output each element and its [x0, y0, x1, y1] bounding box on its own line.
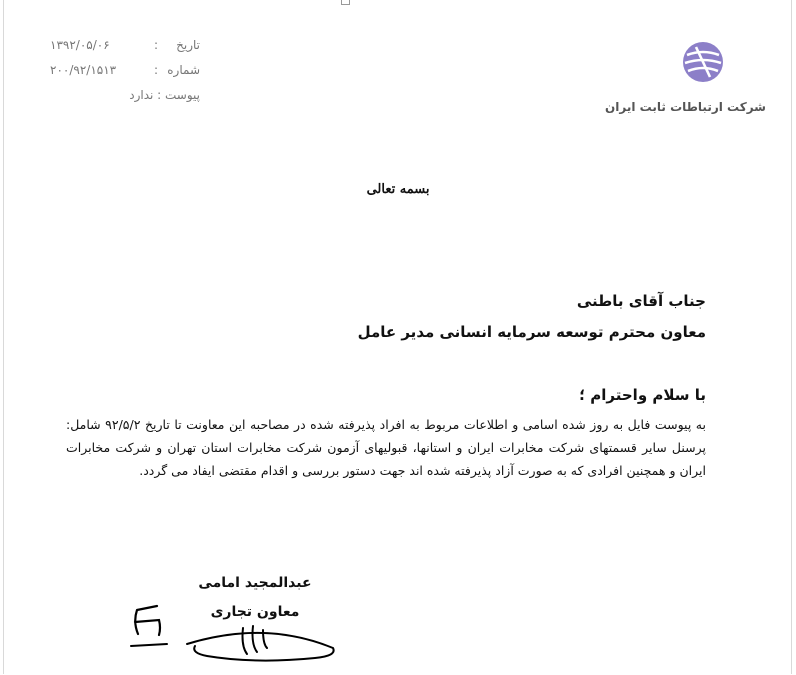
number-value: ۲۰۰/۹۲/۱۵۱۳ [50, 63, 117, 77]
signatory-name: عبدالمجید امامی [198, 575, 312, 591]
number-label: شماره [167, 63, 200, 77]
company-name: شرکت ارتباطات ثابت ایران [605, 100, 766, 114]
page-anchor-marker [341, 0, 350, 5]
number-row [50, 63, 200, 88]
date-row [50, 38, 200, 63]
greeting: با سلام واحترام ؛ [579, 386, 706, 404]
date-value: ۱۳۹۲/۰۵/۰۶ [50, 38, 110, 52]
recipient-name: جناب آقای باطنی [576, 292, 706, 310]
letter-meta [50, 38, 200, 113]
handwritten-signature [125, 598, 345, 668]
company-logo-icon [682, 41, 724, 83]
basmala-heading: بسمه تعالی [366, 182, 430, 197]
letter-body: به پیوست فایل به روز شده اسامی و اطلاعات مربوط به افراد پذیرفته شده در مصاحبه این معاونت تا تاریخ ۹۲/۵/۲ شامل: پرسنل سایر قسمتهای شرکت مخابرات ایران و استانها، قبولیهای آزمون شرکت مخابرات استان تهران و شرکت مخابرات ایران و همچنین افرادی که به صورت آزاد پذیرفته شده اند جهت دستور بررسی و اقدام مقتضی ایفاد می گردد. [66, 417, 706, 478]
recipient-title: معاون محترم توسعه سرمایه انسانی مدیر عامل [357, 323, 706, 341]
number-colon: : [153, 63, 158, 77]
date-label: تاریخ [176, 38, 200, 52]
attachment-text: پیوست : ندارد [129, 88, 200, 102]
signatory-title: معاون تجاری [210, 604, 300, 620]
attachment-row [50, 88, 200, 113]
date-colon: : [153, 38, 158, 52]
